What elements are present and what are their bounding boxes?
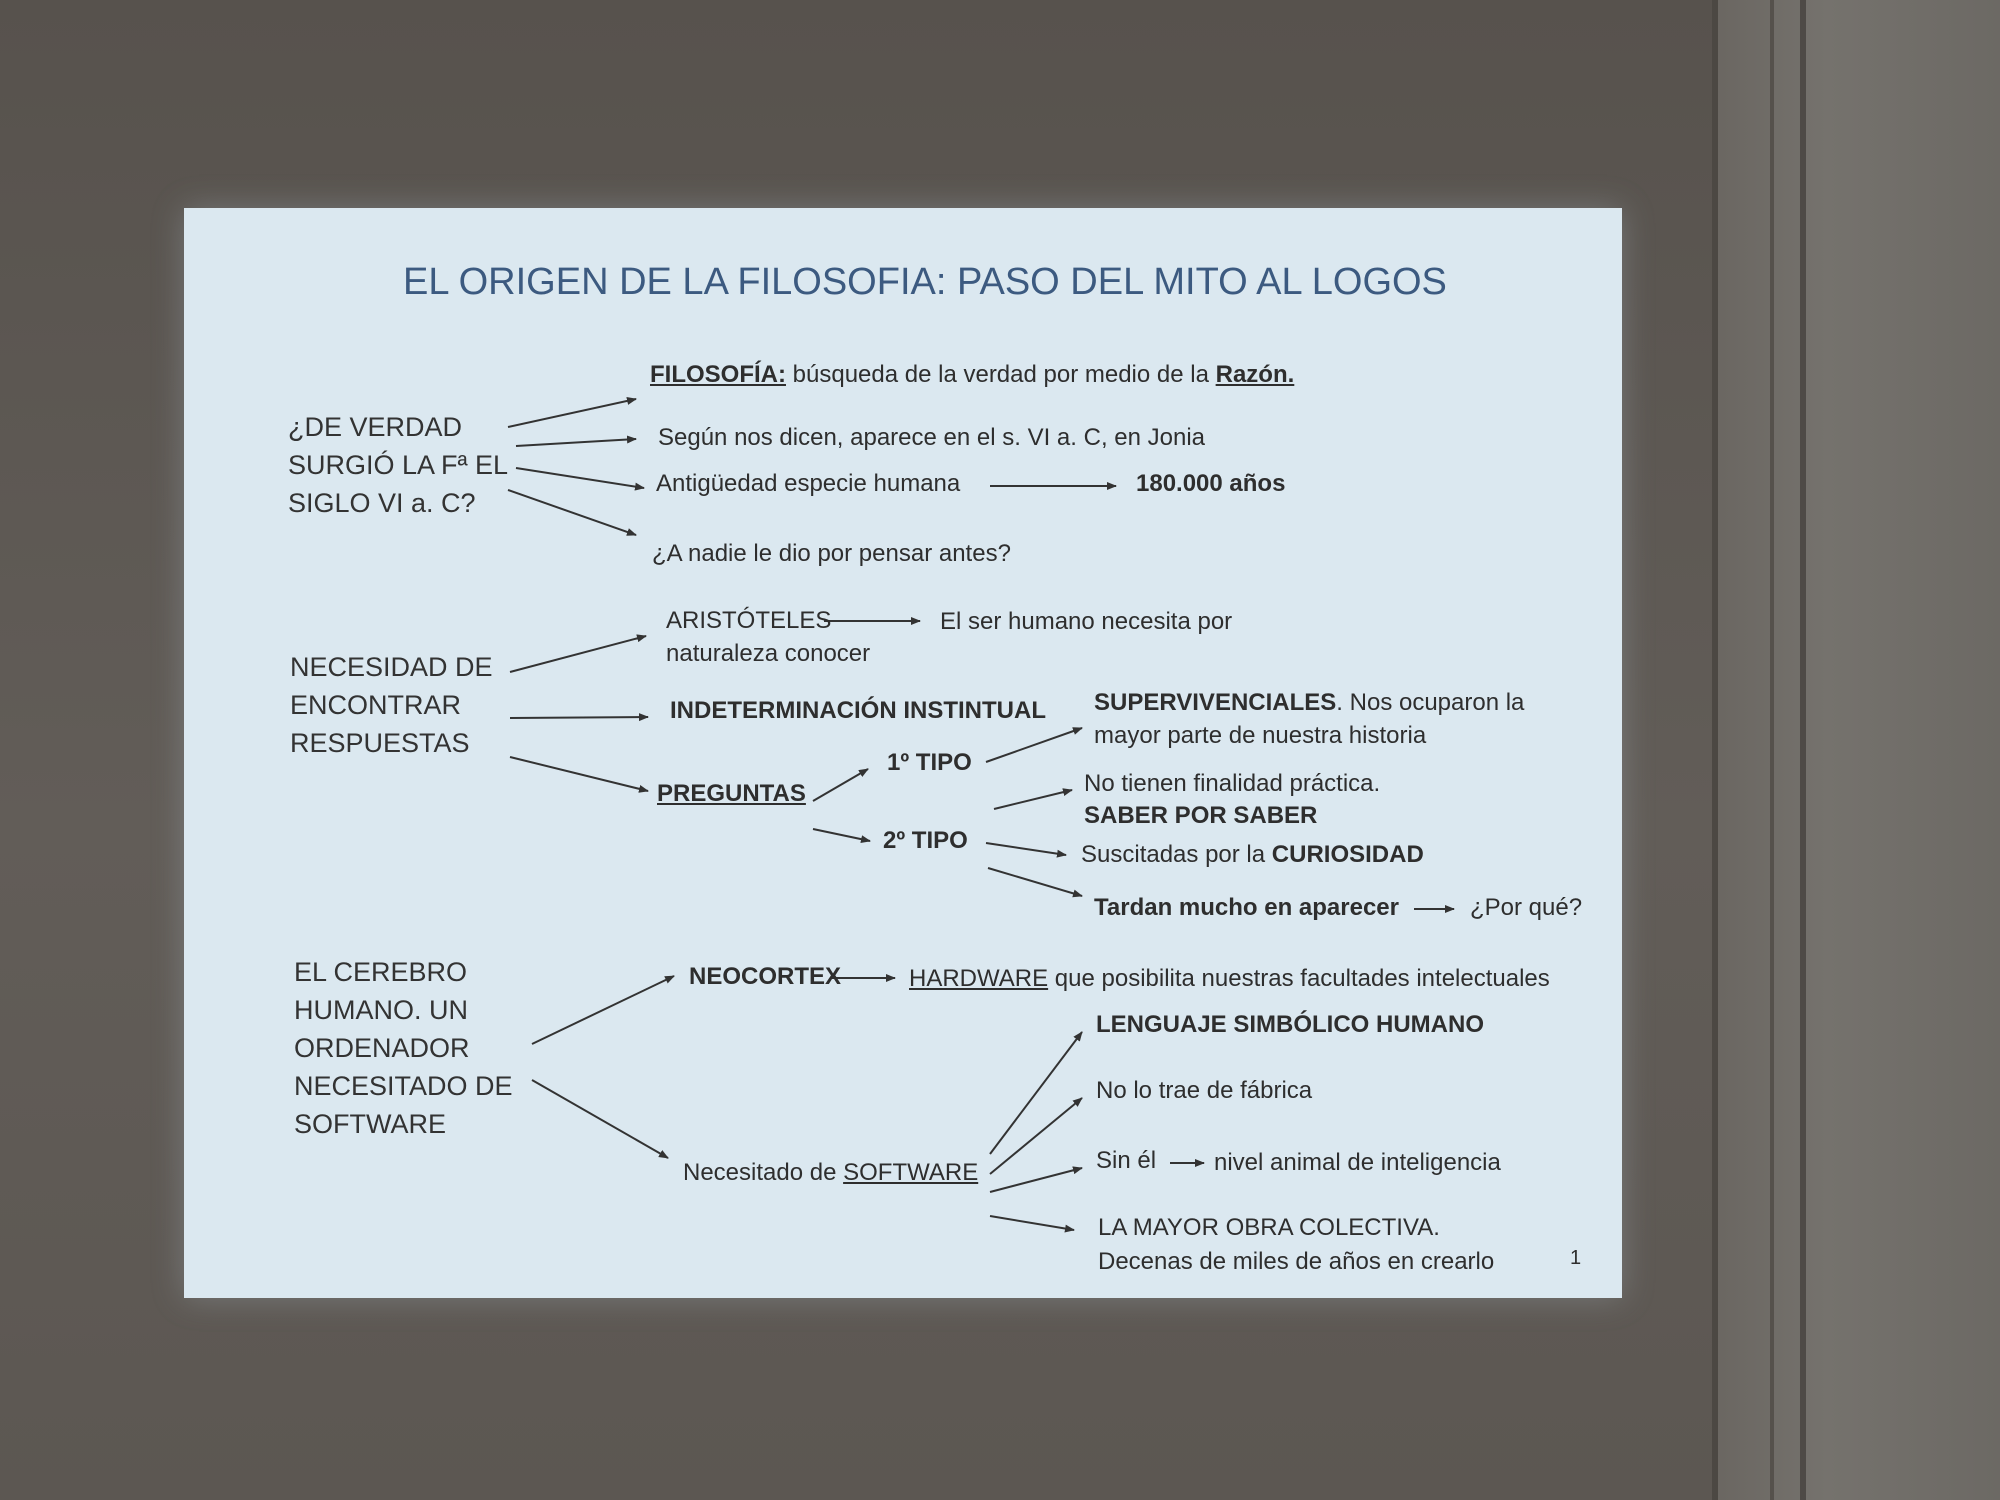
suscitadas-text: Suscitadas por la [1081, 841, 1272, 868]
decenas-text: Decenas de miles de años en crearlo [1098, 1248, 1495, 1275]
mayor-obra-text: LA MAYOR OBRA COLECTIVA. [1098, 1214, 1440, 1241]
mayor-parte-text: mayor parte de nuestra historia [1094, 722, 1427, 749]
arrow [813, 769, 868, 801]
arrow [508, 399, 636, 427]
preguntas-label: PREGUNTAS [657, 780, 806, 807]
arrow [986, 843, 1066, 855]
neocortex-label: NEOCORTEX [689, 963, 842, 990]
wall-right-panel [1712, 0, 2000, 1500]
arrow [988, 868, 1082, 896]
antiguedad-text: Antigüedad especie humana [656, 470, 961, 497]
filosofia-definition: búsqueda de la verdad por medio de la [785, 361, 1216, 388]
aristoteles-quote: El ser humano necesita por [940, 608, 1233, 635]
saber-por-saber: SABER POR SABER [1084, 802, 1318, 829]
hardware-line [909, 964, 1550, 994]
projected-slide [184, 208, 1622, 1298]
segun-text: Según nos dicen, aparece en el s. VI a. C, en Jonia [658, 424, 1206, 451]
indeterminacion-label: INDETERMINACIÓN INSTINTUAL [670, 697, 1046, 724]
wall-edge [1712, 0, 1718, 1500]
arrow [986, 728, 1082, 762]
nivel-text: nivel animal de inteligencia [1214, 1149, 1501, 1176]
tipo2-label: 2º TIPO [883, 827, 968, 854]
aristoteles-label: ARISTÓTELES [666, 607, 832, 634]
necesitado-text: Necesitado de [683, 1159, 844, 1186]
cerebro-label: EL CEREBRO HUMANO. UN ORDENADOR NECESITADO DE SOFTWARE [294, 957, 513, 1139]
slide-title: EL ORIGEN DE LA FILOSOFIA: PASO DEL MITO AL LOGOS [403, 261, 1447, 303]
arrow [532, 1080, 668, 1158]
arrow [510, 636, 646, 672]
hardware-text: que posibilita nuestras facultades intelectuales [1048, 965, 1550, 992]
sin-el-text: Sin él [1096, 1147, 1157, 1174]
arrow [510, 757, 648, 791]
supervivenciales-text: . Nos ocuparon la [1336, 689, 1525, 716]
necesitado-line [683, 1158, 978, 1188]
wall-edge [1770, 0, 1774, 1500]
hardware-term: HARDWARE [909, 965, 1049, 992]
por-que-text: ¿Por qué? [1470, 894, 1583, 921]
supervivenciales-term: SUPERVIVENCIALES [1094, 689, 1337, 716]
arrow [532, 976, 674, 1044]
page-number: 1 [1570, 1247, 1582, 1269]
filosofia-term: FILOSOFÍA: [650, 361, 786, 388]
tardan-text: Tardan mucho en aparecer [1094, 894, 1399, 921]
filosofia-line [650, 360, 1294, 390]
supervivenciales-line [1094, 688, 1524, 718]
nadie-question: ¿A nadie le dio por pensar antes? [652, 540, 1011, 567]
arrow [516, 468, 644, 488]
question-label: ¿DE VERDAD SURGIÓ LA Fª EL SIGLO VI a. C? [288, 412, 508, 518]
arrow [990, 1216, 1074, 1230]
no-finalidad-text: No tienen finalidad práctica. [1084, 770, 1381, 797]
arrow [994, 790, 1072, 809]
razon-term: Razón. [1215, 361, 1295, 388]
arrow [813, 829, 870, 841]
arrow [990, 1168, 1082, 1192]
necesidad-label: NECESIDAD DE ENCONTRAR RESPUESTAS [290, 652, 493, 758]
aristoteles-quote-cont: naturaleza conocer [666, 640, 871, 667]
arrow [510, 717, 648, 718]
years-value: 180.000 años [1136, 470, 1286, 497]
software-term: SOFTWARE [843, 1159, 979, 1186]
tipo1-label: 1º TIPO [887, 749, 972, 776]
lenguaje-label: LENGUAJE SIMBÓLICO HUMANO [1096, 1011, 1485, 1038]
suscitadas-line [1081, 840, 1424, 870]
fabrica-text: No lo trae de fábrica [1096, 1077, 1313, 1104]
wall-edge [1800, 0, 1806, 1500]
curiosidad-term: CURIOSIDAD [1271, 841, 1424, 868]
arrow [508, 490, 636, 535]
arrow [516, 439, 636, 446]
